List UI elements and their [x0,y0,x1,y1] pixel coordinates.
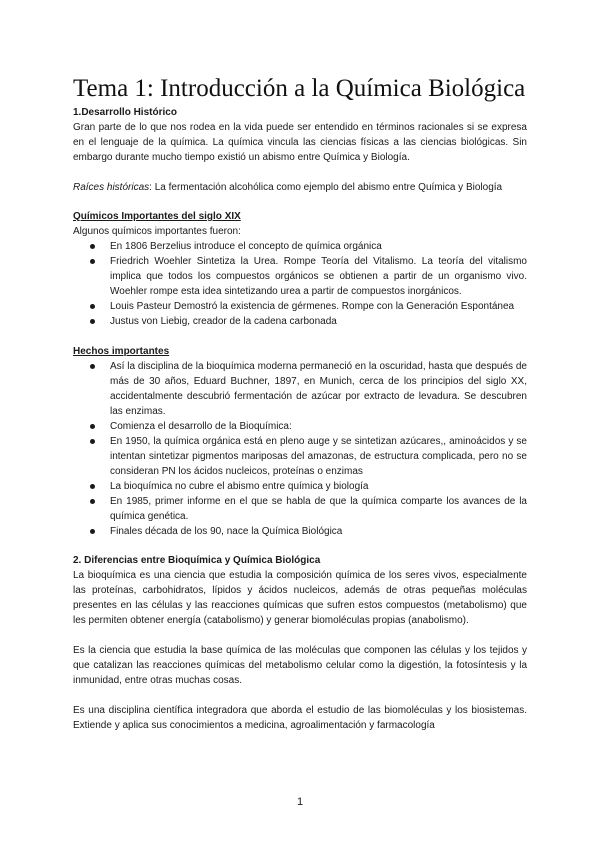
list-item: Friedrich Woehler Sintetiza la Urea. Rompe Teoría del Vitalismo. La teoría del vitalismo implica que todos los compuestos orgánicos se obtienen a partir de un organismo vivo. Woehler rompe esta idea sintetizando urea a partir de compuestos inorgánicos. [73,254,527,299]
chemists-intro: Algunos químicos importantes fueron: [73,226,241,237]
facts-list [73,359,527,539]
section-2-paragraph: Es una disciplina científica integradora que aborda el estudio de las biomoléculas y los biosistemas. Extiende y aplica sus conocimientos a medicina, agroalimentación y farmacología [73,705,527,731]
historical-roots-label: Raíces históricas [73,182,150,193]
section-1-intro: Gran parte de lo que nos rodea en la vida puede ser entendido en términos racionales si se expresa en el lenguaje de la química. La química vincula las ciencias físicas a las ciencias biológicas. Sin embargo durante mucho tiempo existió un abismo entre Química y Biología. [73,122,527,163]
page-number: 1 [296,796,304,808]
section-1-heading: 1.Desarrollo Histórico [73,107,177,118]
section-2-paragraph: La bioquímica es una ciencia que estudia la composición química de los seres vivos, especialmente las proteínas, carbohidratos, lípidos y ácidos nucleicos, además de otras pequeñas moléculas presentes en las células y las reacciones químicas que sufren estos compuestos (metabolismo) que les permiten obtener energía (catabolismo) y generar biomoléculas propias (anabolismo). [73,570,527,626]
historical-roots-text: : La fermentación alcohólica como ejemplo del abismo entre Química y Biología [149,182,503,193]
list-item: Comienza el desarrollo de la Bioquímica: [73,419,527,434]
page-title: Tema 1: Introducción a la Química Biológica [73,75,526,102]
facts-heading: Hechos importantes [73,346,170,357]
historical-roots-line [73,180,527,195]
section-2-heading: 2. Diferencias entre Bioquímica y Química Biológica [73,555,321,566]
list-item: En 1950, la química orgánica está en pleno auge y se sintetizan azúcares,, aminoácidos y se intentan sintetizar pigmentos mariposas del amazonas, de estructura complicada, pero no se consideran PN los ácidos nucleicos, proteínas o enzimas [73,434,527,479]
list-item: Finales década de los 90, nace la Química Biológica [73,524,527,539]
list-item: En 1806 Berzelius introduce el concepto de química orgánica [73,239,527,254]
section-2-paragraph: Es la ciencia que estudia la base química de las moléculas que componen las células y los tejidos y que catalizan las reacciones químicas del metabolismo celular como la digestión, la fotosíntesis y la inmunidad, entre otras muchas cosas. [73,645,527,686]
chemists-heading: Químicos Importantes del siglo XIX [73,211,241,222]
list-item: En 1985, primer informe en el que se habla de que la química comparte los avances de la química genética. [73,494,527,524]
list-item: Louis Pasteur Demostró la existencia de gérmenes. Rompe con la Generación Espontánea [73,299,527,314]
chemists-list [73,239,527,329]
list-item: La bioquímica no cubre el abismo entre química y biología [73,479,527,494]
list-item: Justus von Liebig, creador de la cadena carbonada [73,314,527,329]
list-item: Así la disciplina de la bioquímica moderna permaneció en la oscuridad, hasta que después de más de 30 años, Eduard Buchner, 1897, en Munich, cerca de los principios del siglo XX, accidentalmente descubrió fermentación de azúcar por extracto de levadura. Se descubren las enzimas. [73,359,527,419]
